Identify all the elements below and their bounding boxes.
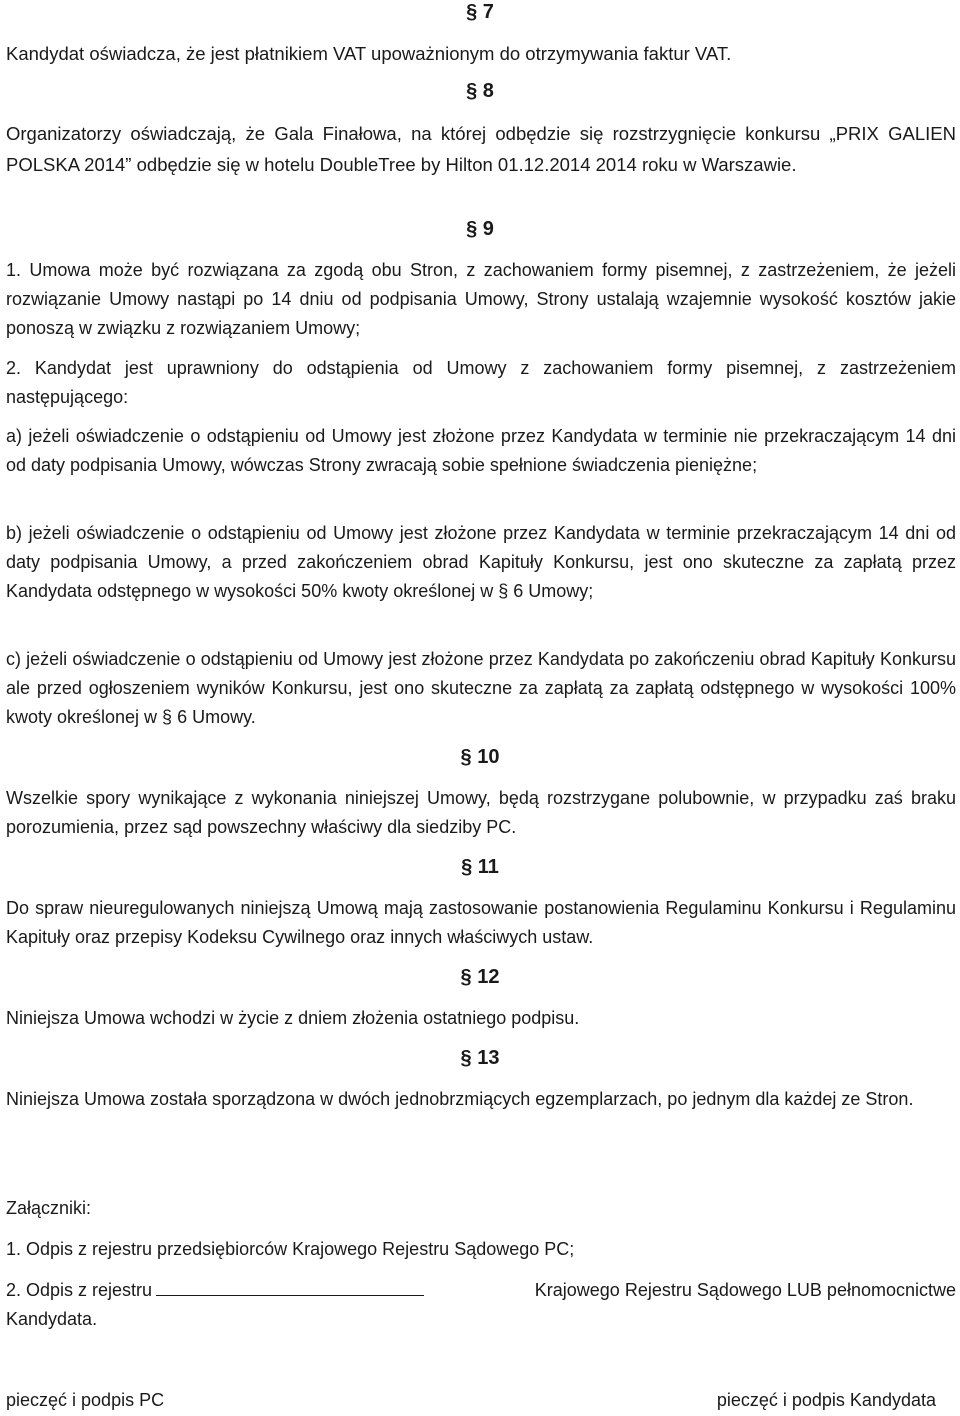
section-heading-12: § 12 — [460, 966, 500, 988]
paragraph-9-c: c) jeżeli oświadczenie o odstąpieniu od Umowy jest złożone przez Kandydata po zakończeniu obrad Kapituły Konkursu ale przed ogłoszeniem wyników Konkursu, jest ono skuteczne za zapłatą za zapłatą odstępnego w wysokości 100% kwoty określonej w § 6 Umowy. — [6, 649, 956, 727]
section-heading-11: § 11 — [461, 856, 499, 878]
signature-pc: pieczęć i podpis PC — [6, 1390, 165, 1410]
paragraph-11: Do spraw nieuregulowanych niniejszą Umową mają zastosowanie postanowienia Regulaminu Konkursu i Regulaminu Kapituły oraz przepisy Kodeksu Cywilnego oraz innych właściwych ustaw. — [6, 898, 956, 947]
section-heading-13: § 13 — [460, 1047, 500, 1069]
section-heading-10: § 10 — [460, 746, 500, 768]
attachment-item-2-suffix: Krajowego Rejestru Sądowego LUB pełnomocnictwe — [534, 1280, 956, 1300]
paragraph-9-b: b) jeżeli oświadczenie o odstąpieniu od Umowy jest złożone przez Kandydata w terminie przekraczającym 14 dni od daty podpisania Umowy, a przed zakończeniem obrad Kapituły Konkursu, jest ono skuteczne za zapłatą przez Kandydata odstępnego w wysokości 50% kwoty określonej w § 6 Umowy; — [6, 523, 956, 601]
attachments-title: Załączniki: — [6, 1198, 92, 1218]
attachment-item-2 — [6, 1276, 956, 1305]
attachment-item-2-continuation: Kandydata. — [6, 1309, 98, 1329]
attachment-item-1: 1. Odpis z rejestru przedsiębiorców Krajowego Rejestru Sądowego PC; — [6, 1239, 575, 1259]
signature-candidate: pieczęć i podpis Kandydata — [716, 1390, 936, 1410]
paragraph-9-1: 1. Umowa może być rozwiązana za zgodą obu Stron, z zachowaniem formy pisemnej, z zastrzeżeniem, że jeżeli rozwiązanie Umowy nastąpi po 14 dniu od podpisania Umowy, Strony ustalają wzajemnie wysokość kosztów jakie ponoszą w związku z rozwiązaniem Umowy; — [6, 260, 956, 338]
fill-in-blank-line — [156, 1277, 424, 1296]
paragraph-gala: Organizatorzy oświadczają, że Gala Finałowa, na której odbędzie się rozstrzygnięcie konkursu „PRIX GALIEN POLSKA 2014” odbędzie się w hotelu DoubleTree by Hilton 01.12.2014 2014 roku w Warszawie. — [6, 123, 956, 175]
paragraph-13: Niniejsza Umowa została sporządzona w dwóch jednobrzmiących egzemplarzach, po jednym dla każdej ze Stron. — [6, 1089, 914, 1109]
section-heading-8: § 8 — [466, 80, 494, 102]
paragraph-12: Niniejsza Umowa wchodzi w życie z dniem złożenia ostatniego podpisu. — [6, 1008, 580, 1028]
attachment-item-2-prefix: 2. Odpis z rejestru — [6, 1280, 153, 1300]
paragraph-9-2: 2. Kandydat jest uprawniony do odstąpienia od Umowy z zachowaniem formy pisemnej, z zastrzeżeniem następującego: — [6, 358, 956, 407]
paragraph-vat: Kandydat oświadcza, że jest płatnikiem VAT upoważnionym do otrzymywania faktur VAT. — [6, 43, 732, 64]
paragraph-10: Wszelkie spory wynikające z wykonania niniejszej Umowy, będą rozstrzygane polubownie, w przypadku zaś braku porozumienia, przez sąd powszechny właściwy dla siedziby PC. — [6, 788, 956, 837]
section-heading-7: § 7 — [466, 1, 494, 23]
paragraph-9-a: a) jeżeli oświadczenie o odstąpieniu od Umowy jest złożone przez Kandydata w terminie nie przekraczającym 14 dni od daty podpisania Umowy, wówczas Strony zwracają sobie spełnione świadczenia pieniężne; — [6, 426, 956, 475]
section-heading-9: § 9 — [466, 218, 494, 240]
